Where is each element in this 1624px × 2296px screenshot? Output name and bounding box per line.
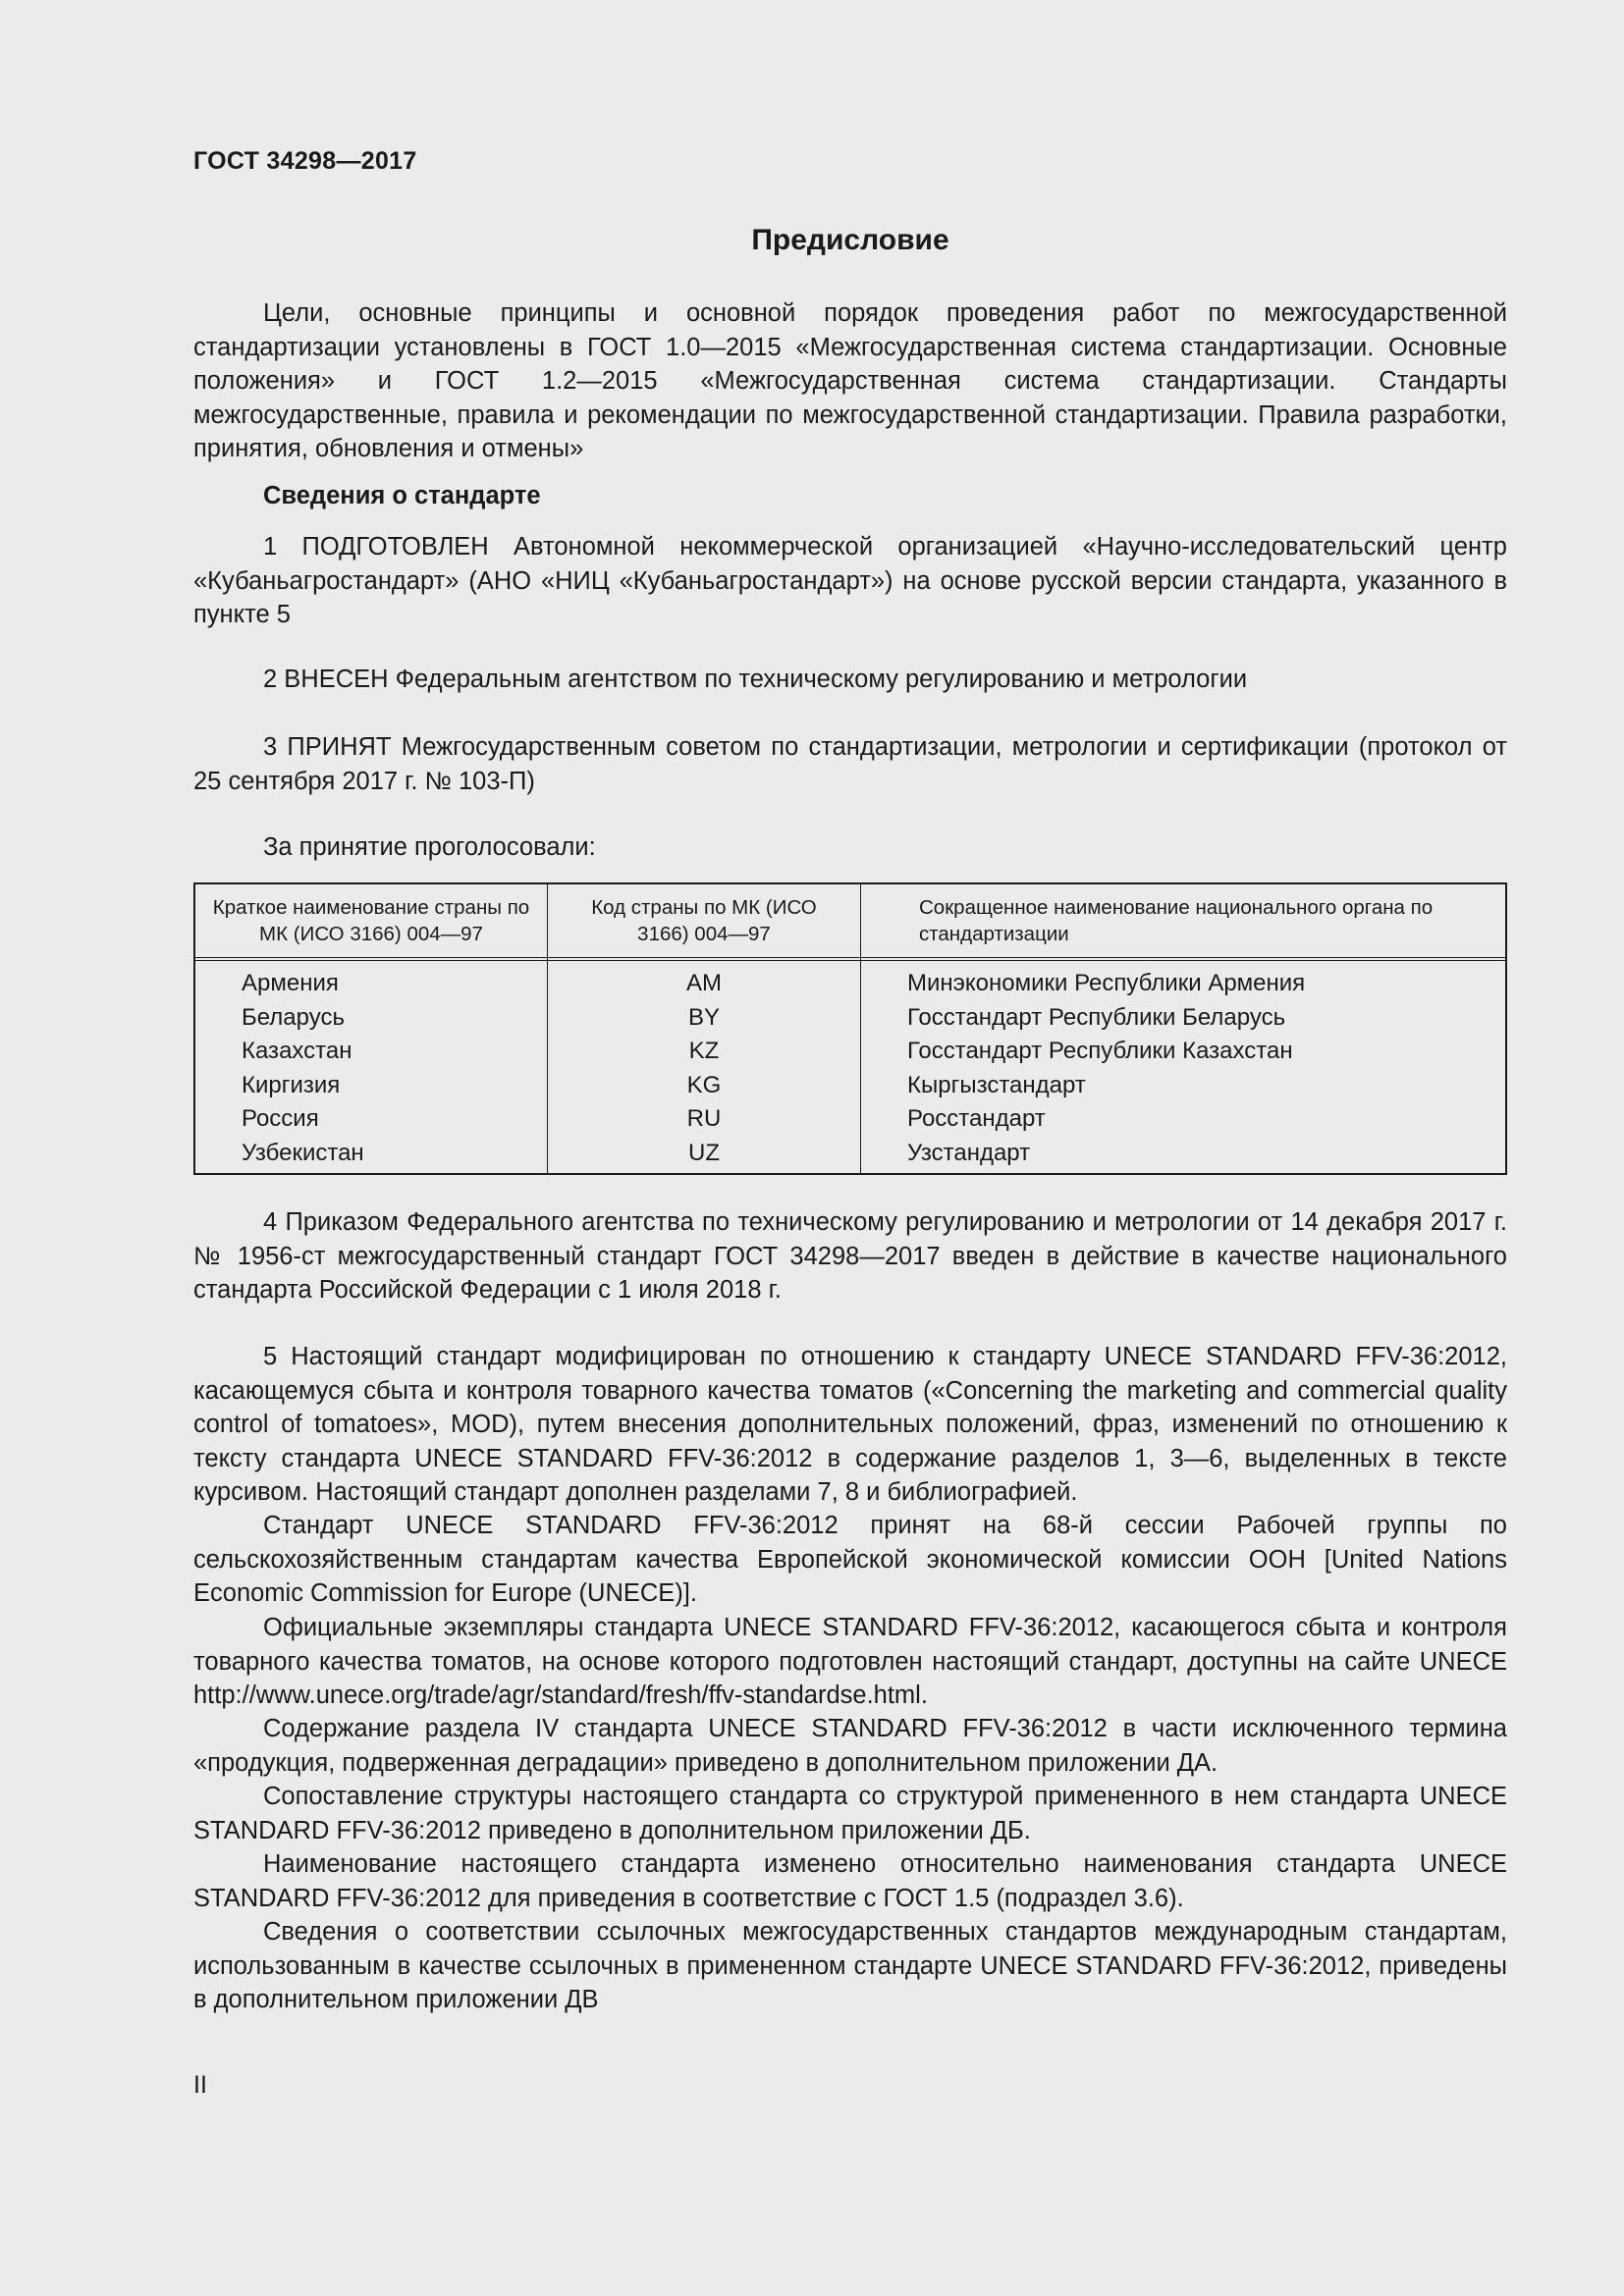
table-row — [195, 967, 1505, 1001]
item-3-paragraph: 3 ПРИНЯТ Межгосударственным советом по стандартизации, метрологии и сертификации (протокол от 25 сентября 2017 г. № 103-П) — [193, 733, 1507, 795]
country-cell: Казахстан — [242, 1038, 352, 1065]
table-header-code: Код страны по МК (ИСО 3166) 004—97 — [591, 896, 817, 945]
body-cell: Узстандарт — [907, 1139, 1031, 1166]
country-cell: Узбекистан — [242, 1139, 364, 1166]
item-5b-paragraph: Официальные экземпляры стандарта UNECE STANDARD FFV-36:2012, касающегося сбыта и контроля товарного качества томатов, на основе которого подготовлен настоящий стандарт, доступны на сайте UNECE http://www.unece.org/trade/agr/standard/fresh/ffv-standardse.html. — [193, 1614, 1507, 1709]
item-5e-paragraph: Наименование настоящего стандарта изменено относительно наименования стандарта UNECE STANDARD FFV-36:2012 для приведения в соответствие с ГОСТ 1.5 (подраздел 3.6). — [193, 1850, 1507, 1912]
table-body — [195, 967, 1505, 1171]
page-title: Предисловие — [751, 224, 949, 256]
body-cell: Минэкономики Республики Армения — [907, 970, 1306, 996]
table-row — [195, 1001, 1505, 1036]
body-cell: Росстандарт — [907, 1105, 1046, 1133]
item-5d-paragraph: Сопоставление структуры настоящего стандарта со структурой примененного в нем стандарта UNECE STANDARD FFV-36:2012 приведено в дополнительном приложении ДБ. — [193, 1783, 1507, 1844]
country-cell: Россия — [242, 1105, 319, 1133]
code-cell: KG — [686, 1071, 722, 1098]
country-cell: Армения — [242, 970, 339, 996]
country-cell: Киргизия — [242, 1071, 341, 1098]
code-cell: RU — [686, 1105, 722, 1133]
table-row — [195, 1069, 1505, 1103]
table-row — [195, 1137, 1505, 1171]
item-5c-paragraph: Содержание раздела IV стандарта UNECE STANDARD FFV-36:2012 в части исключенного термина «продукция, подверженная деградации» приведено в дополнительном приложении ДА. — [193, 1715, 1507, 1777]
body-cell: Госстандарт Республики Беларусь — [907, 1003, 1286, 1031]
code-cell: UZ — [688, 1139, 720, 1166]
table-row — [195, 1102, 1505, 1137]
page-number: II — [193, 2071, 207, 2099]
item-5a-paragraph: Стандарт UNECE STANDARD FFV-36:2012 принят на 68-й сессии Рабочей группы по сельскохозяйственным стандартам качества Европейской экономической комиссии ООН [United Nations Economic Commission for Europe (UNECE)]. — [193, 1512, 1507, 1607]
voted-label: За принятие проголосовали: — [263, 833, 596, 861]
table-header-rule — [195, 957, 1505, 961]
table-row — [195, 1035, 1505, 1069]
section-heading: Сведения о стандарте — [263, 482, 541, 509]
intro-paragraph: Цели, основные принципы и основной порядок проведения работ по межгосударственной стандартизации установлены в ГОСТ 1.0—2015 «Межгосударственная система стандартизации. Основные положения» и ГОСТ 1.2—2015 «Межгосударственная система стандартизации. Стандарты межгосударственные, правила и рекомендации по межгосударственной стандартизации. Правила разработки, принятия, обновления и отмены» — [193, 299, 1507, 462]
voting-table — [193, 882, 1507, 1175]
item-4-paragraph: 4 Приказом Федерального агентства по техническому регулированию и метрологии от 14 декабря 2017 г. № 1956-ст межгосударственный стандарт ГОСТ 34298—2017 введен в действие в качестве национального стандарта Российской Федерации с 1 июля 2018 г. — [193, 1208, 1507, 1304]
code-cell: BY — [687, 1003, 720, 1031]
country-cell: Беларусь — [242, 1003, 345, 1031]
item-2-paragraph: 2 ВНЕСЕН Федеральным агентством по техническому регулированию и метрологии — [263, 666, 1248, 693]
document-code: ГОСТ 34298—2017 — [193, 147, 417, 175]
body-cell: Госстандарт Республики Казахстан — [907, 1038, 1293, 1065]
item-5-paragraph: 5 Настоящий стандарт модифицирован по отношению к стандарту UNECE STANDARD FFV-36:2012, касающемуся сбыта и контроля товарного качества томатов («Concerning the marketing and commercial quality control of tomatoes», MOD), путем внесения дополнительных положений, фраз, изменений по отношению к тексту стандарта UNECE STANDARD FFV-36:2012 в содержание разделов 1, 3—6, выделенных в тексте курсивом. Настоящий стандарт дополнен разделами 7, 8 и библиографией. — [193, 1343, 1507, 1506]
code-cell: AM — [686, 970, 722, 996]
item-5f-paragraph: Сведения о соответствии ссылочных межгосударственных стандартов международным стандартам, использованным в качестве ссылочных в примененном стандарте UNECE STANDARD FFV-36:2012, приведены в дополнительном приложении ДВ — [193, 1918, 1507, 2013]
body-cell: Кыргызстандарт — [907, 1071, 1086, 1098]
table-header-country: Краткое наименование страны по МК (ИСО 3166) 004—97 — [212, 896, 530, 945]
table-header-body: Сокращенное наименование национального органа по стандартизации — [919, 896, 1434, 945]
item-1-paragraph: 1 ПОДГОТОВЛЕН Автономной некоммерческой организацией «Научно-исследовательский центр «Кубаньагростандарт» (АНО «НИЦ «Кубаньагростандарт») на основе русской версии стандарта, указанного в пункте 5 — [193, 533, 1507, 628]
code-cell: KZ — [688, 1038, 720, 1065]
